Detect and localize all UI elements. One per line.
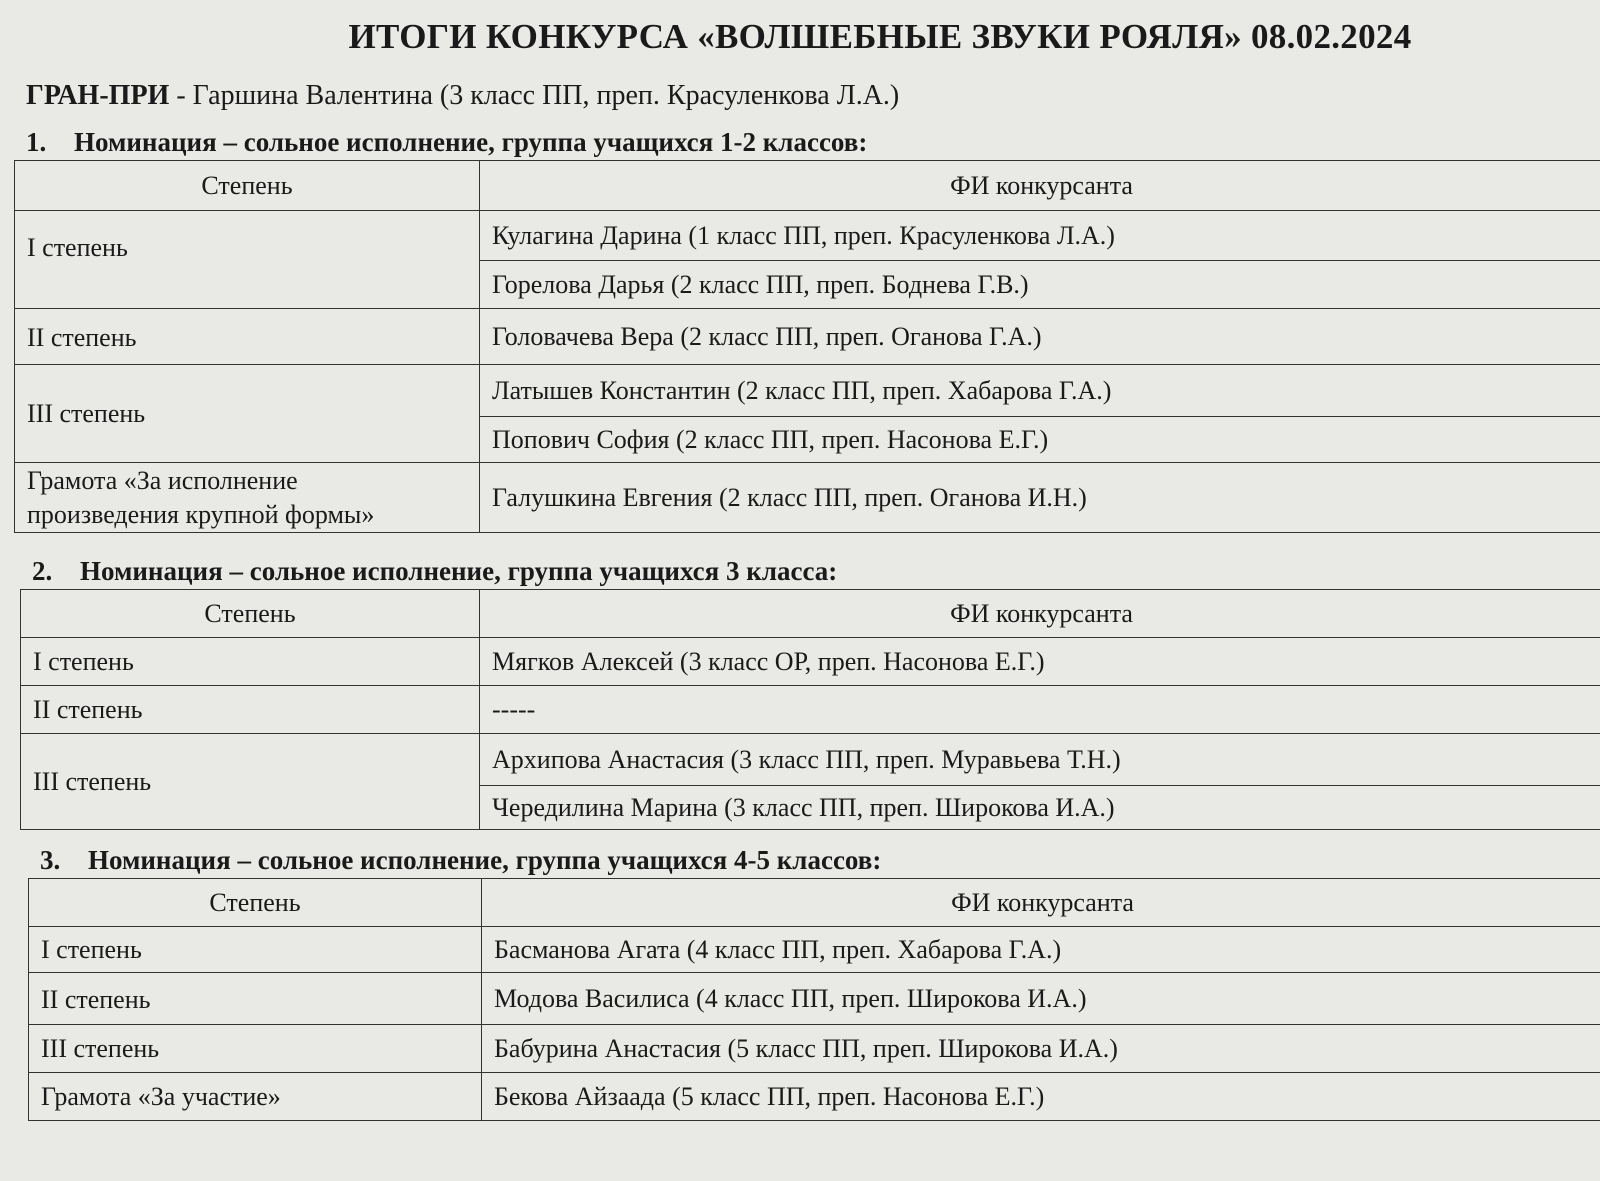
section-2-title: Номинация – сольное исполнение, группа учащихся 3 класса:	[80, 556, 838, 586]
section-2-table	[20, 589, 1600, 830]
degree-cell: II степень	[29, 973, 482, 1025]
header-degree: Степень	[21, 590, 480, 638]
table-row	[21, 734, 1600, 786]
name-cell: Горелова Дарья (2 класс ПП, преп. Боднева Г.В.)	[480, 261, 1600, 309]
name-cell: Бекова Айзаада (5 класс ПП, преп. Насонова Е.Г.)	[482, 1073, 1600, 1121]
name-cell: Модова Василиса (4 класс ПП, преп. Широкова И.А.)	[482, 973, 1600, 1025]
section-2-number: 2.	[32, 556, 53, 586]
grand-prix-line	[26, 78, 1600, 114]
table-row	[21, 638, 1600, 686]
name-cell: Басманова Агата (4 класс ПП, преп. Хабарова Г.А.)	[482, 927, 1600, 973]
table-row	[29, 973, 1600, 1025]
table-row	[15, 309, 1600, 365]
header-degree: Степень	[15, 161, 480, 211]
section-1-heading	[26, 124, 1600, 160]
table-header-row	[29, 879, 1600, 927]
name-cell: Мягков Алексей (3 класс ОР, преп. Насонова Е.Г.)	[480, 638, 1600, 686]
degree-cell: I степень	[21, 638, 480, 686]
table-row	[21, 686, 1600, 734]
document-title: ИТОГИ КОНКУРСА «ВОЛШЕБНЫЕ ЗВУКИ РОЯЛЯ» 08.02.2024	[348, 17, 1412, 56]
degree-cell: I степень	[15, 211, 480, 309]
table-row	[15, 211, 1600, 261]
degree-line: Грамота «За исполнение	[27, 465, 298, 495]
table-row	[29, 1025, 1600, 1073]
name-cell: Попович София (2 класс ПП, преп. Насонова Е.Г.)	[480, 417, 1600, 463]
name-cell: Бабурина Анастасия (5 класс ПП, преп. Широкова И.А.)	[482, 1025, 1600, 1073]
section-3-number: 3.	[40, 845, 61, 875]
name-cell: Латышев Константин (2 класс ПП, преп. Хабарова Г.А.)	[480, 365, 1600, 417]
name-cell: Архипова Анастасия (3 класс ПП, преп. Муравьева Т.Н.)	[480, 734, 1600, 786]
table-row	[29, 927, 1600, 973]
degree-cell: Грамота «За участие»	[29, 1073, 482, 1121]
grand-prix-winner: Гаршина Валентина (3 класс ПП, преп. Красуленкова Л.А.)	[192, 80, 900, 111]
section-1-number: 1.	[26, 127, 47, 157]
name-cell: -----	[480, 686, 1600, 734]
degree-cell: II степень	[15, 309, 480, 365]
grand-prix-label: ГРАН-ПРИ	[26, 80, 170, 111]
header-name: ФИ конкурсанта	[482, 879, 1600, 927]
table-row	[15, 463, 1600, 533]
header-degree: Степень	[29, 879, 482, 927]
table-header-row	[15, 161, 1600, 211]
table-row	[29, 1073, 1600, 1121]
degree-cell: I степень	[29, 927, 482, 973]
degree-line: произведения крупной формы»	[27, 499, 375, 529]
section-1-table	[14, 160, 1600, 533]
header-name: ФИ конкурсанта	[480, 161, 1600, 211]
degree-cell: III степень	[29, 1025, 482, 1073]
section-3-title: Номинация – сольное исполнение, группа учащихся 4-5 классов:	[88, 845, 882, 875]
section-1-title: Номинация – сольное исполнение, группа учащихся 1-2 классов:	[74, 127, 868, 157]
section-3-heading	[40, 842, 1600, 878]
name-cell: Кулагина Дарина (1 класс ПП, преп. Красуленкова Л.А.)	[480, 211, 1600, 261]
degree-cell: III степень	[21, 734, 480, 830]
section-3-table	[28, 878, 1600, 1121]
header-name: ФИ конкурсанта	[480, 590, 1600, 638]
degree-cell: III степень	[15, 365, 480, 463]
degree-cell: II степень	[21, 686, 480, 734]
name-cell: Головачева Вера (2 класс ПП, преп. Оганова Г.А.)	[480, 309, 1600, 365]
name-cell: Галушкина Евгения (2 класс ПП, преп. Оганова И.Н.)	[480, 463, 1600, 533]
table-row	[15, 365, 1600, 417]
table-header-row	[21, 590, 1600, 638]
name-cell: Чередилина Марина (3 класс ПП, преп. Широкова И.А.)	[480, 786, 1600, 830]
degree-cell	[15, 463, 480, 533]
section-2-heading	[32, 553, 1600, 589]
grand-prix-separator: -	[169, 80, 193, 111]
